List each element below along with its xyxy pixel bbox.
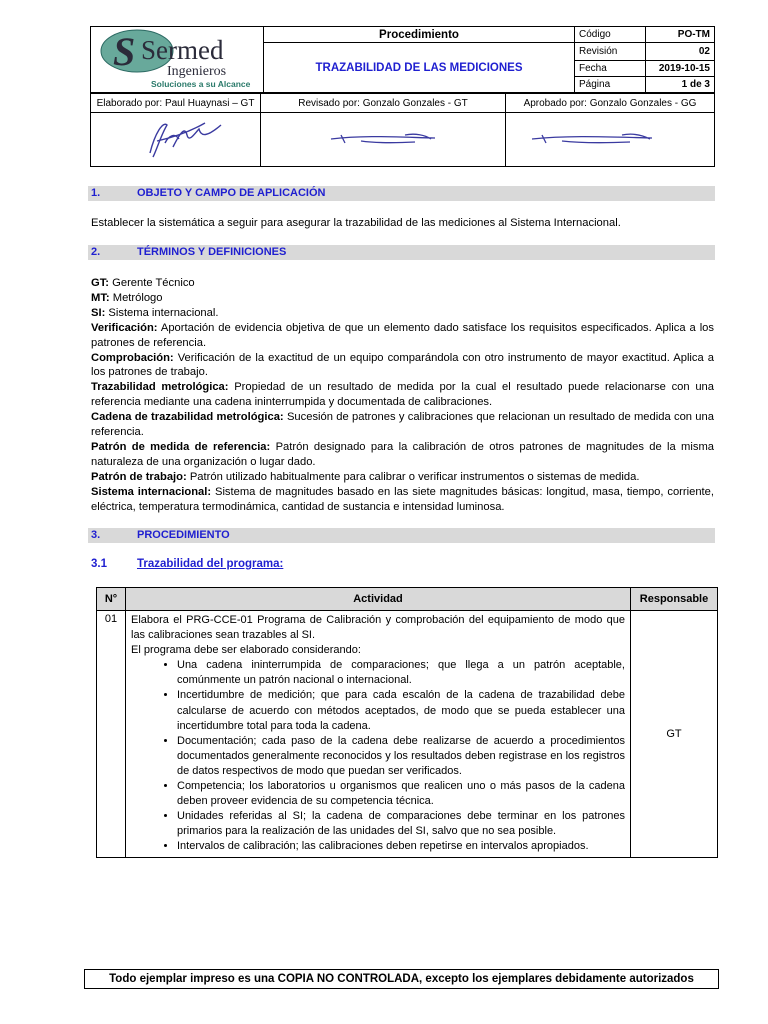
section-1-text: Establecer la sistemática a seguir para asegurar la trazabilidad de las mediciones al Sistema Internacional.	[91, 217, 621, 229]
svg-text:S: S	[113, 29, 136, 74]
activity-table	[96, 587, 718, 858]
aprobado-por: Aprobado por: Gonzalo Gonzales - GG	[506, 94, 715, 113]
definition-term: Patrón de trabajo:	[91, 470, 187, 483]
section-3-heading	[88, 528, 715, 543]
col-header: Actividad	[126, 588, 631, 611]
logo-tagline: Soluciones a su Alcance	[151, 79, 251, 89]
table-row	[97, 611, 718, 858]
revisado-por: Revisado por: Gonzalo Gonzales - GT	[261, 94, 506, 113]
definitions-list	[91, 276, 714, 515]
activity-bullets	[131, 658, 625, 854]
definition-item	[91, 470, 714, 485]
section-number: 3.	[91, 529, 101, 541]
signature-aprobado	[506, 113, 715, 167]
activity-cell	[126, 611, 631, 858]
meta-label: Fecha	[575, 61, 646, 77]
activity-intro: El programa debe ser elaborado considerando:	[131, 644, 361, 657]
section-title: OBJETO Y CAMPO DE APLICACIÓN	[137, 187, 326, 199]
definition-item	[91, 440, 714, 470]
list-item: • Intervalos de calibración; las calibraciones deben repetirse en intervalos apropiados.	[177, 839, 625, 854]
section-title: PROCEDIMIENTO	[137, 529, 230, 541]
definition-text: Propiedad de un resultado de medida por la cual el resultado puede relacionarse con una referencia mediante una cadena ininterrumpida y documentada de calibraciones.	[91, 381, 714, 409]
definition-term: GT:	[91, 277, 110, 289]
col-header: N°	[97, 588, 126, 611]
company-logo	[91, 27, 264, 93]
list-item: • Unidades referidas al SI; la cadena de comparaciones debe terminar en los patrones primarios para la realización de las unidades del SI, salvo que no sea posible.	[177, 809, 625, 839]
section-number: 2.	[91, 246, 101, 258]
signature-elaborado	[91, 113, 261, 167]
section-1-heading	[88, 186, 715, 201]
definition-term: Comprobación:	[91, 351, 174, 364]
definition-item	[91, 351, 714, 381]
document-header	[90, 26, 715, 93]
meta-label: Código	[575, 27, 646, 43]
definition-text: Sistema de magnitudes basado en las siete magnitudes básicas: longitud, masa, tiempo, corriente, eléctrica, temperatura termodinámica, cantidad de sustancia e intensidad luminosa.	[91, 485, 714, 513]
definition-term: Verificación:	[91, 321, 158, 334]
definition-item	[91, 380, 714, 410]
definition-term: Patrón de medida de referencia:	[91, 440, 271, 453]
activity-intro: Elabora el PRG-CCE-01 Programa de Calibración y comprobación del equipamiento de modo que las calibraciones sean trazables al SI.	[131, 614, 625, 642]
list-item: • Documentación; cada paso de la cadena debe realizarse de acuerdo a procedimientos documentados generalmente reconocidos y los resultados deben registrase en los registros de datos respectivos de modo que puedan ser verificados.	[177, 734, 625, 779]
definition-text: Aportación de evidencia objetiva de que un elemento dado satisface los requisitos especificados. Aplica a los patrones de referencia.	[91, 321, 714, 349]
definition-term: SI:	[91, 306, 106, 319]
list-item: • Una cadena ininterrumpida de comparaciones; que llega a un patrón aceptable, comúnmente un patrón nacional o internacional.	[177, 658, 625, 688]
elaborado-por: Elaborado por: Paul Huaynasi – GT	[91, 94, 261, 113]
subsection-title: Trazabilidad del programa:	[137, 558, 284, 570]
definition-text: Verificación de la exactitud de un equipo comparándola con otro instrumento de mayor exactitud. Aplica a los patrones de trabajo.	[91, 351, 714, 379]
definition-item	[91, 321, 714, 351]
doc-type: Procedimiento	[264, 27, 575, 43]
meta-label: Página	[575, 77, 646, 93]
row-number: 01	[97, 611, 126, 858]
meta-value: PO-TM	[646, 27, 715, 43]
meta-value: 2019-10-15	[646, 61, 715, 77]
doc-title: TRAZABILIDAD DE LAS MEDICIONES	[264, 43, 575, 93]
definition-text: Metrólogo	[109, 291, 163, 304]
definition-item	[91, 276, 714, 291]
meta-value: 02	[646, 43, 715, 61]
definition-text: Sucesión de patrones y calibraciones que relacionan un resultado de medida con una referencia.	[91, 411, 714, 439]
sermed-logo-icon	[97, 27, 257, 89]
approval-table	[90, 93, 715, 167]
col-header: Responsable	[631, 588, 718, 611]
subsection-3-1	[91, 558, 283, 570]
definition-item	[91, 410, 714, 440]
definition-term: Sistema internacional:	[91, 485, 212, 498]
definition-item	[91, 485, 714, 515]
footer-notice: Todo ejemplar impreso es una COPIA NO CONTROLADA, excepto los ejemplares debidamente autorizados	[84, 969, 719, 989]
meta-label: Revisión	[575, 43, 646, 61]
list-item: • Incertidumbre de medición; que para cada escalón de la cadena de trazabilidad debe calcularse de acuerdo con métodos aceptados, de modo que se pueda establecer una incertidumbre total para toda la cadena.	[177, 688, 625, 733]
meta-value: 1 de 3	[646, 77, 715, 93]
responsable-cell: GT	[631, 611, 718, 858]
list-item: • Competencia; los laboratorios u organismos que realicen uno o más pasos de la cadena deben proveer evidencia de su competencia técnica.	[177, 779, 625, 809]
definition-term: Cadena de trazabilidad metrológica:	[91, 411, 284, 424]
logo-brand: Sermed	[141, 35, 224, 65]
section-number: 1.	[91, 187, 101, 199]
definition-text: Gerente Técnico	[109, 277, 195, 289]
signature-revisado	[261, 113, 506, 167]
subsection-number: 3.1	[91, 558, 107, 570]
definition-text: Sistema internacional.	[105, 306, 219, 319]
definition-text: Patrón utilizado habitualmente para calibrar o verificar instrumentos o sistemas de medida.	[186, 470, 640, 483]
definition-text: Patrón designado para la calibración de otros patrones de magnitudes de la misma naturaleza de una organización o lugar dado.	[91, 440, 714, 468]
logo-sub: Ingenieros	[167, 64, 227, 79]
definition-term: MT:	[91, 291, 110, 304]
section-2-heading	[88, 245, 715, 260]
definition-item	[91, 306, 714, 321]
definition-item	[91, 291, 714, 306]
section-title: TÉRMINOS Y DEFINICIONES	[137, 246, 287, 258]
definition-term: Trazabilidad metrológica:	[91, 381, 229, 394]
